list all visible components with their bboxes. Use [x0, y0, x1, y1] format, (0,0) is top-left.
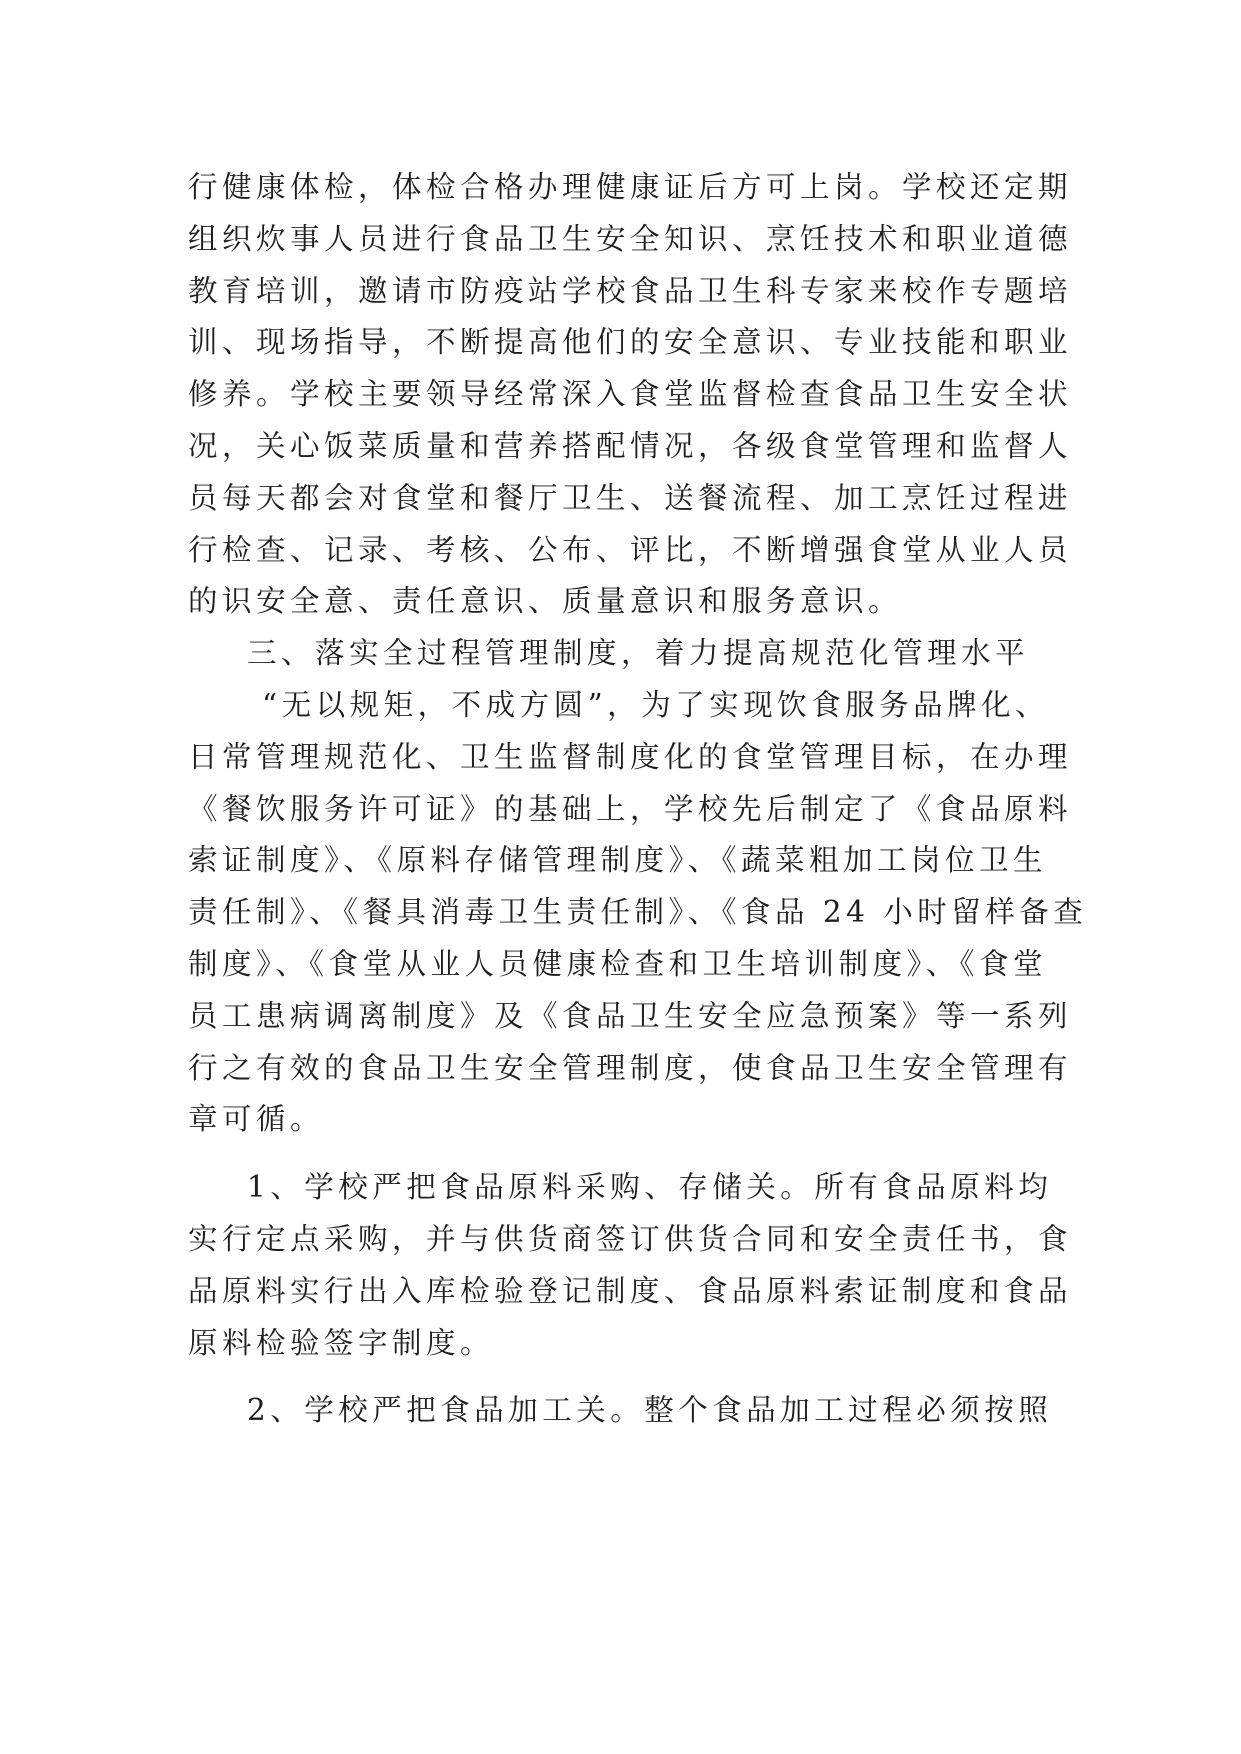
- text-line: 行之有效的食品卫生安全管理制度，使食品卫生安全管理有: [188, 1050, 1073, 1085]
- text-line: 章可循。: [188, 1102, 325, 1137]
- text-line: 实行定点采购，并与供货商签订供货合同和安全责任书，食: [188, 1221, 1073, 1256]
- text-line: 原料检验签字制度。: [188, 1325, 495, 1360]
- text-line: 三、落实全过程管理制度，着力提高规范化管理水平: [247, 636, 1030, 671]
- text-line: 品原料实行出入库检验登记制度、食品原料索证制度和食品: [188, 1273, 1073, 1308]
- text-line: 日常管理规范化、卫生监督制度化的食堂管理目标，在办理: [188, 739, 1073, 774]
- text-line: 员工患病调离制度》及《食品卫生安全应急预案》等一系列: [188, 998, 1073, 1033]
- text-line: 行健康体检，体检合格办理健康证后方可上岗。学校还定期: [188, 170, 1073, 204]
- text-line: 1、学校严把食品原料采购、存储关。所有食品原料均: [247, 1170, 1053, 1205]
- text-line: 训、现场指导，不断提高他们的安全意识、专业技能和职业: [188, 325, 1073, 360]
- text-line: 2、学校严把食品加工关。整个食品加工过程必须按照: [247, 1393, 1053, 1428]
- body-text: [188, 162, 1088, 1437]
- text-line: 修养。学校主要领导经常深入食堂监督检查食品卫生安全状: [188, 377, 1073, 412]
- text-line: 索证制度》、《原料存储管理制度》、《蔬菜粗加工岗位卫生: [188, 843, 1048, 878]
- text-line: 行检查、记录、考核、公布、评比，不断增强食堂从业人员: [188, 532, 1073, 567]
- text-line: 责任制》、《餐具消毒卫生责任制》、《食品 24 小时留样备查: [188, 895, 1088, 930]
- text-line: 制度》、《食堂从业人员健康检查和卫生培训制度》、《食堂: [188, 946, 1048, 981]
- text-line: 教育培训，邀请市防疫站学校食品卫生科专家来校作专题培: [188, 273, 1073, 308]
- text-line: 组织炊事人员进行食品卫生安全知识、烹饪技术和职业道德: [188, 221, 1073, 256]
- text-line: 的识安全意、责任意识、质量意识和服务意识。: [188, 584, 903, 619]
- text-line: “无以规矩，不成方圆”，为了实现饮食服务品牌化、: [262, 687, 1050, 722]
- text-line: 员每天都会对食堂和餐厅卫生、送餐流程、加工烹饪过程进: [188, 480, 1073, 515]
- text-line: 况，关心饭菜质量和营养搭配情况，各级食堂管理和监督人: [188, 428, 1073, 463]
- text-line: 《餐饮服务许可证》的基础上，学校先后制定了《食品原料: [188, 791, 1073, 826]
